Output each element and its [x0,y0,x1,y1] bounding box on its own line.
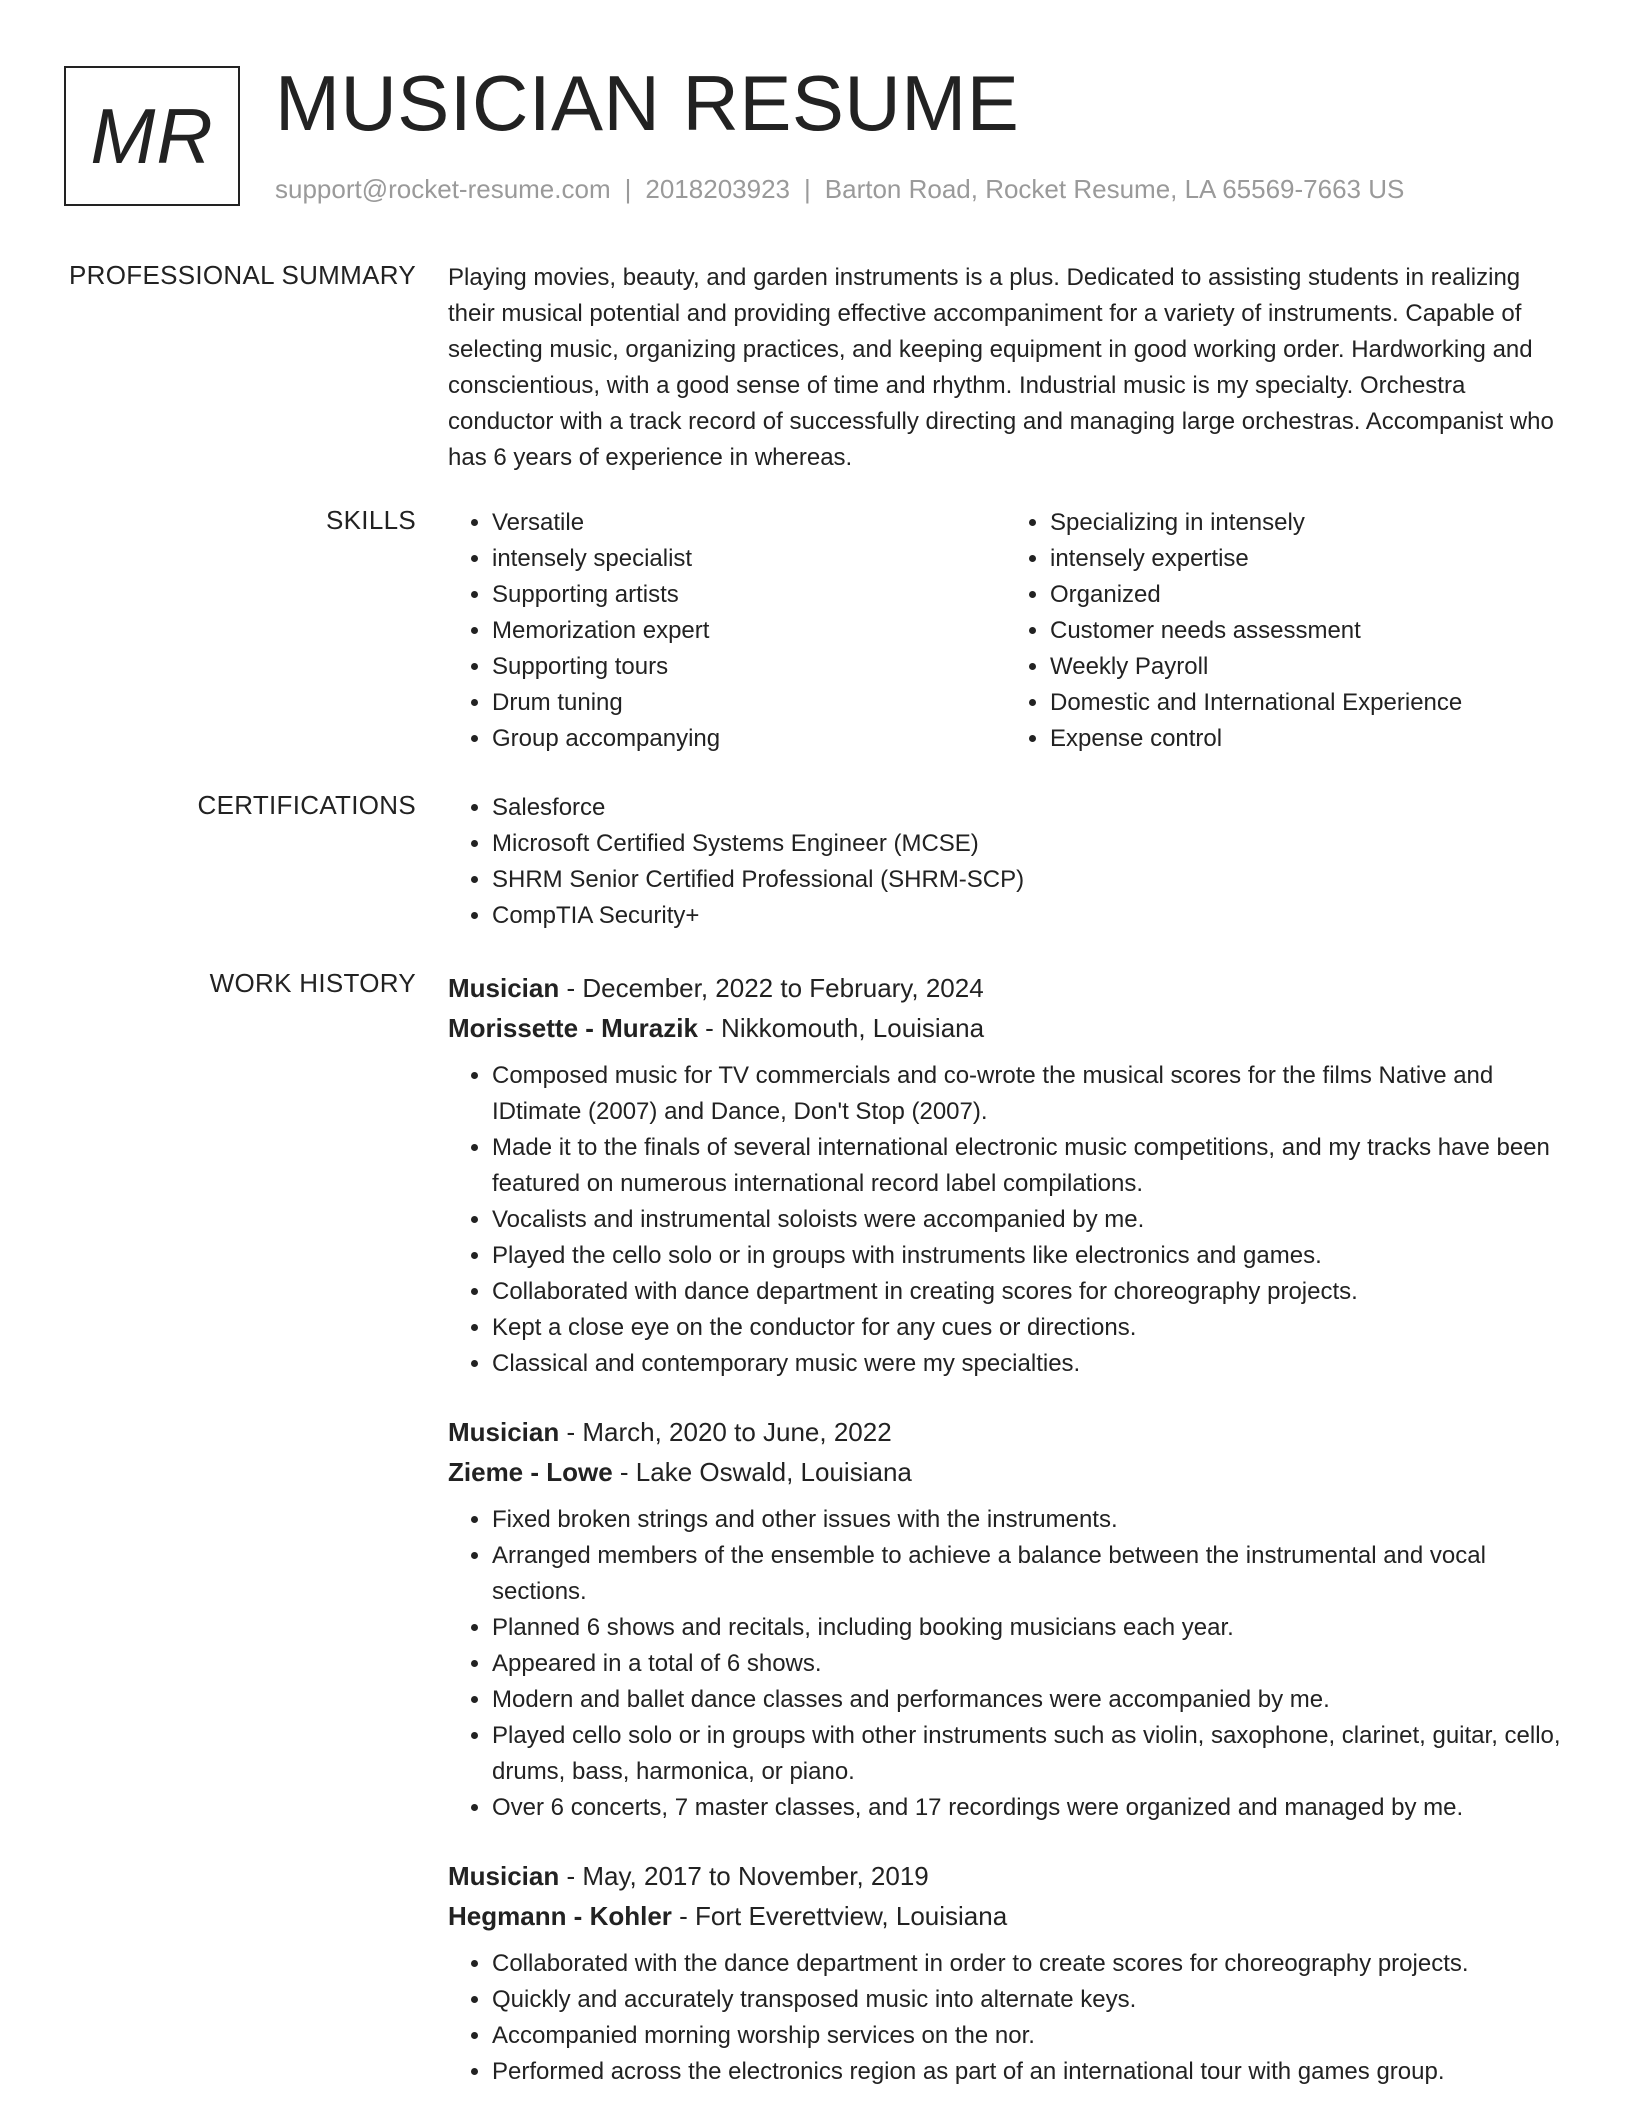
job-bullet: • Made it to the finals of several international electronic music competitions, and my tracks have been featured on numerous international record label compilations. [492,1130,1564,1202]
job-bullet: • Planned 6 shows and recitals, including booking musicians each year. [492,1610,1564,1646]
resume-header [64,59,1564,211]
job-company-line [448,1452,1564,1492]
section-title: WORK HISTORY [209,968,416,998]
skills-list-left [448,505,1006,757]
job-company-line [448,1008,1564,1048]
job-entry [448,968,1564,1382]
skill-item: • intensely expertise [1050,541,1564,577]
job-bullet: • Collaborated with the dance department in order to create scores for choreography projects. [492,1946,1564,1982]
job-bullet: • Fixed broken strings and other issues with the instruments. [492,1502,1564,1538]
contact-address: Barton Road, Rocket Resume, LA 65569-7663 US [824,174,1405,204]
job-bullet: • Collaborated with dance department in creating scores for choreography projects. [492,1274,1564,1310]
skill-item: • Domestic and International Experience [1050,685,1564,721]
job-company-line [448,1896,1564,1936]
job-bullets [448,1946,1564,2090]
skill-item: • Supporting tours [492,649,1006,685]
certification-item: • SHRM Senior Certified Professional (SHRM-SCP) [492,862,1564,898]
certifications-list [448,790,1564,934]
job-title-line [448,1412,1564,1452]
job-location: - Lake Oswald, Louisiana [612,1457,912,1487]
job-location: - Nikkomouth, Louisiana [697,1013,985,1043]
job-company: Zieme - Lowe [448,1457,613,1487]
skill-item: • Specializing in intensely [1050,505,1564,541]
job-bullet: • Accompanied morning worship services on the nor. [492,2018,1564,2054]
job-bullets [448,1058,1564,1382]
job-bullets [448,1502,1564,1826]
section-title: SKILLS [326,505,416,535]
contact-line [275,174,1404,205]
monogram-initials: MR [90,91,214,180]
section-title: CERTIFICATIONS [197,790,416,820]
job-bullet: • Arranged members of the ensemble to achieve a balance between the instrumental and vocal sections. [492,1538,1564,1610]
job-bullet: • Classical and contemporary music were my specialties. [492,1346,1564,1382]
section-title: PROFESSIONAL SUMMARY [69,260,416,290]
skill-item: • Customer needs assessment [1050,613,1564,649]
skill-item: • Supporting artists [492,577,1006,613]
certification-item: • Microsoft Certified Systems Engineer (MCSE) [492,826,1564,862]
job-location: - Fort Everettview, Louisiana [671,1901,1008,1931]
job-title-line [448,1856,1564,1896]
skill-item: • Drum tuning [492,685,1006,721]
contact-separator: | [804,174,811,204]
job-role: Musician [448,1861,560,1891]
job-role: Musician [448,1417,560,1447]
summary-text: Playing movies, beauty, and garden instruments is a plus. Dedicated to assisting students in realizing their musical potential and providing effective accompaniment for a variety of instruments. Capable of selecting music, organizing practices, and keeping equipment in good working order. Hardworking and conscientious, with a good sense of time and rhythm. Industrial music is my specialty. Orchestra conductor with a track record of successfully directing and managing large orchestras. Accompanist who has 6 years of experience in whereas. [448,264,1554,471]
job-bullet: • Played cello solo or in groups with other instruments such as violin, saxophone, clarinet, guitar, cello, drums, bass, harmonica, or piano. [492,1718,1564,1790]
job-role: Musician [448,973,560,1003]
job-bullet: • Performed across the electronics region as part of an international tour with games group. [492,2054,1564,2090]
job-bullet: • Kept a close eye on the conductor for any cues or directions. [492,1310,1564,1346]
job-bullet: • Quickly and accurately transposed music into alternate keys. [492,1982,1564,2018]
skill-item: • Expense control [1050,721,1564,757]
job-bullet: • Composed music for TV commercials and co-wrote the musical scores for the films Native and IDtimate (2007) and Dance, Don't Stop (2007). [492,1058,1564,1130]
skill-item: • Weekly Payroll [1050,649,1564,685]
job-bullet: • Modern and ballet dance classes and performances were accompanied by me. [492,1682,1564,1718]
job-dates: - December, 2022 to February, 2024 [559,973,984,1003]
job-company: Hegmann - Kohler [448,1901,672,1931]
job-bullet: • Played the cello solo or in groups with instruments like electronics and games. [492,1238,1564,1274]
skills-list-right [1006,505,1564,757]
certification-item: • CompTIA Security+ [492,898,1564,934]
job-dates: - May, 2017 to November, 2019 [559,1861,929,1891]
skill-item: • Versatile [492,505,1006,541]
job-entry [448,1412,1564,1826]
monogram-box [64,66,240,206]
contact-email[interactable]: support@rocket-resume.com [275,174,611,204]
skill-item: • intensely specialist [492,541,1006,577]
job-entry [448,1856,1564,2090]
job-title-line [448,968,1564,1008]
contact-separator: | [624,174,632,204]
contact-phone[interactable]: 2018203923 [645,174,790,204]
job-company: Morissette - Murazik [448,1013,698,1043]
skill-item: • Organized [1050,577,1564,613]
skill-item: • Memorization expert [492,613,1006,649]
job-dates: - March, 2020 to June, 2022 [559,1417,892,1447]
certification-item: • Salesforce [492,790,1564,826]
job-bullet: • Over 6 concerts, 7 master classes, and 17 recordings were organized and managed by me. [492,1790,1564,1826]
skill-item: • Group accompanying [492,721,1006,757]
job-bullet: • Vocalists and instrumental soloists were accompanied by me. [492,1202,1564,1238]
job-bullet: • Appeared in a total of 6 shows. [492,1646,1564,1682]
resume-title: MUSICIAN RESUME [275,59,1020,147]
